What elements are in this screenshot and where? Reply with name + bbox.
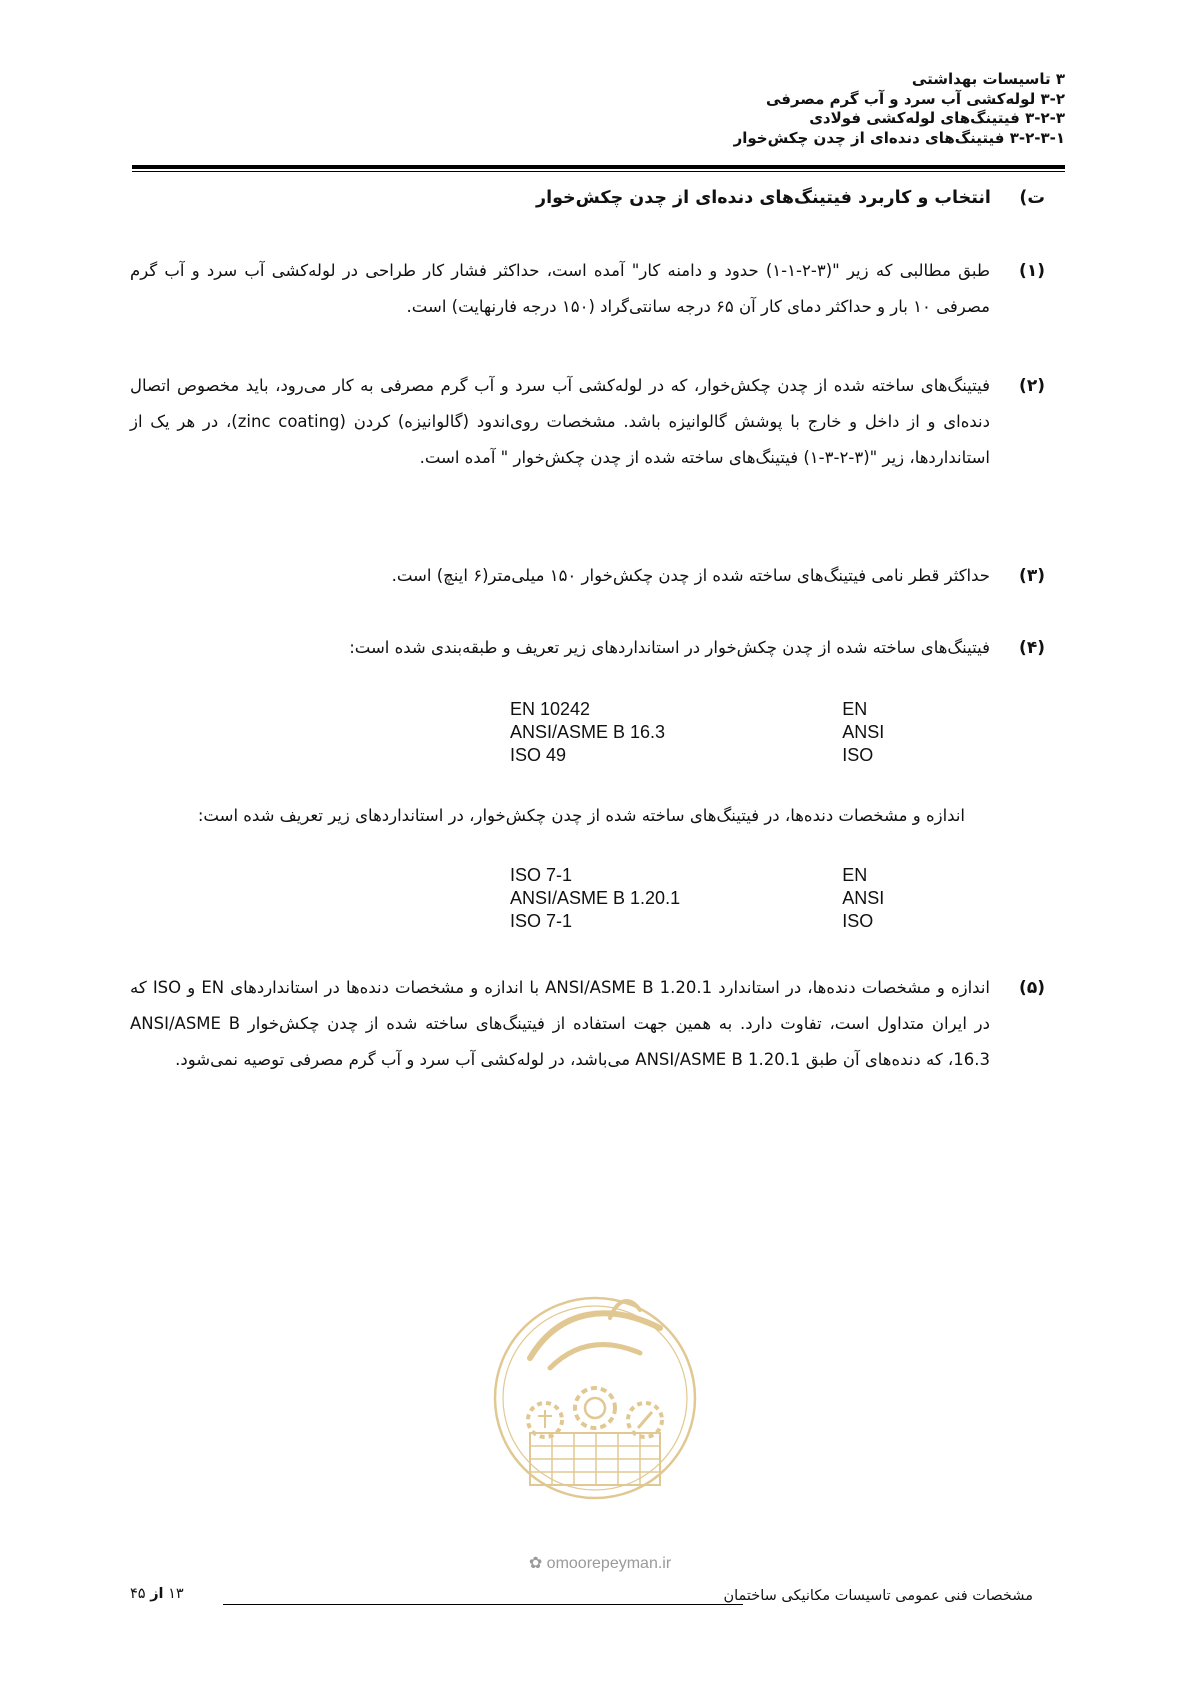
standard-org: EN: [842, 699, 868, 719]
thread-standards-table: [510, 864, 900, 933]
section-label: ت): [1019, 188, 1045, 208]
paragraph-5: [130, 970, 1045, 1078]
standard-org: ISO: [842, 745, 874, 765]
paragraph-4: [130, 630, 1045, 666]
standard-org: ANSI: [842, 722, 885, 742]
standard-code: ISO 7-1: [510, 865, 573, 885]
footer-page-number: [130, 1586, 184, 1602]
paragraph-3: [130, 558, 1045, 594]
standard-code: EN 10242: [510, 699, 591, 719]
header-line-1: ۳ تاسیسات بهداشتی: [911, 70, 1065, 88]
standard-org: ISO: [842, 911, 874, 931]
standard-org: ANSI: [842, 888, 885, 908]
paragraph-text: طبق مطالبی که زیر "(۳-۲-۱-۱) حدود و دامنه کار" آمده است، حداکثر فشار کار طراحی در لوله‌کشی آب سرد و آب گرم مصرفی ۱۰ بار و حداکثر دمای کار آن ۶۵ درجه سانتی‌گراد (۱۵۰ درجه فارنهایت) است.: [130, 261, 990, 316]
watermark-caption-text: omoorepeyman.ir: [546, 1555, 672, 1572]
page-total: ۴۵: [130, 1586, 146, 1602]
standard-row: [510, 698, 900, 721]
page-header: [265, 70, 1065, 148]
section-heading: [245, 188, 1045, 208]
standard-row: [510, 887, 900, 910]
standard-row: [510, 744, 900, 767]
standard-row: [510, 864, 900, 887]
paragraph-number: (۴): [1019, 638, 1045, 658]
standard-code: ANSI/ASME B 16.3: [510, 722, 666, 742]
paragraph-number: (۳): [1019, 566, 1045, 586]
standard-org: EN: [842, 865, 868, 885]
standard-row: [510, 721, 900, 744]
header-line-4: ۳-۲-۳-۱ فیتینگ‌های دنده‌ای از چدن چکش‌خوار: [733, 128, 1065, 147]
thread-standards-sentence: اندازه و مشخصات دنده‌ها، در فیتینگ‌های ساخته شده از چدن چکش‌خوار، در استانداردهای زیر تعریف شده است:: [197, 806, 965, 825]
header-rule-thick: [132, 165, 1065, 169]
paragraph-text: حداکثر قطر نامی فیتینگ‌های ساخته شده از چدن چکش‌خوار ۱۵۰ میلی‌متر(۶ اینچ) است.: [391, 566, 990, 585]
page-of: از: [150, 1586, 164, 1602]
omoorepeyman-logo-watermark: [490, 1248, 700, 1548]
paragraph-text: اندازه و مشخصات دنده‌ها، در استاندارد ANSI/ASME B 1.20.1 با اندازه و مشخصات دنده‌ها در استانداردهای EN و ISO که در ایران متداول است، تفاوت دارد. به همین جهت استفاده از فیتینگ‌های ساخته شده از چدن چکش‌خوار ANSI/ASME B 16.3، که دنده‌های آن طبق ANSI/ASME B 1.20.1 می‌باشد، در لوله‌کشی آب سرد و آب گرم مصرفی توصیه نمی‌شود.: [130, 978, 990, 1069]
paragraph-2: [130, 368, 1045, 476]
footer-document-title: مشخصات فنی عمومی تاسیسات مکانیکی ساختمان: [723, 1588, 1033, 1604]
paragraph-1: [130, 253, 1045, 325]
logo-seal-icon: [490, 1248, 700, 1548]
standard-row: [510, 910, 900, 933]
watermark-caption-icon: ✿: [528, 1555, 543, 1572]
section-title: انتخاب و کاربرد فیتینگ‌های دنده‌ای از چدن چکش‌خوار: [536, 188, 991, 208]
page-current: ۱۳: [168, 1586, 184, 1602]
header-line-3: ۳-۲-۳ فیتینگ‌های لوله‌کشی فولادی: [809, 109, 1065, 127]
paragraph-number: (۵): [1019, 978, 1045, 998]
header-rule-thin: [132, 171, 1065, 172]
paragraph-text: فیتینگ‌های ساخته شده از چدن چکش‌خوار در استانداردهای زیر تعریف و طبقه‌بندی شده است:: [349, 638, 990, 657]
standard-code: ANSI/ASME B 1.20.1: [510, 888, 681, 908]
watermark-caption: [510, 1553, 690, 1573]
standard-code: ISO 49: [510, 745, 567, 765]
header-line-2: ۳-۲ لوله‌کشی آب سرد و آب گرم مصرفی: [765, 89, 1065, 108]
paragraph-number: (۱): [1019, 261, 1045, 281]
footer-rule: [223, 1604, 743, 1605]
standard-code: ISO 7-1: [510, 911, 573, 931]
fitting-standards-table: [510, 698, 900, 767]
paragraph-number: (۲): [1019, 376, 1045, 396]
paragraph-text: فیتینگ‌های ساخته شده از چدن چکش‌خوار، که در لوله‌کشی آب سرد و آب گرم مصرفی به کار می‌رود، باید مخصوص اتصال دنده‌ای و از داخل و خارج با پوشش گالوانیزه باشد. مشخصات روی‌اندود (گالوانیزه) کردن (zinc coating)، در هر یک از استانداردها، زیر "(۳-۲-۳-۱) فیتینگ‌های ساخته شده از چدن چکش‌خوار " آمده است.: [130, 376, 990, 467]
